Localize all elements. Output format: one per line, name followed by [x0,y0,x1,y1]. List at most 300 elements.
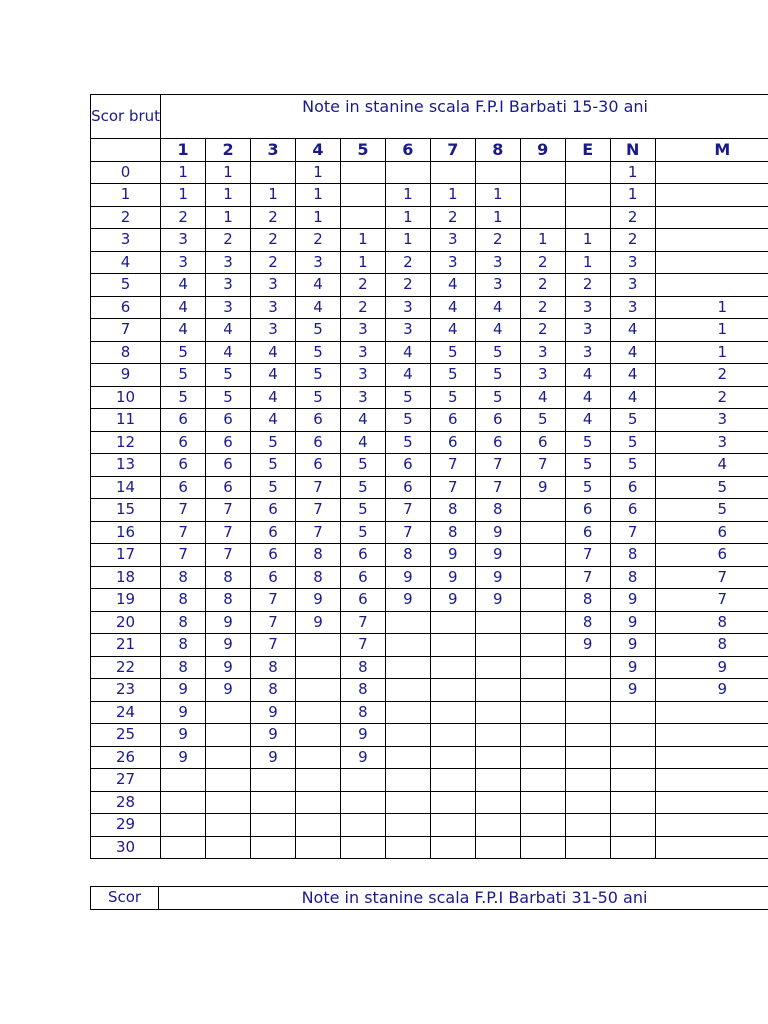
stanine-cell: 7 [655,589,768,612]
stanine-cell: 2 [251,229,296,252]
raw-score-cell: 15 [91,499,161,522]
stanine-cell: 6 [340,544,385,567]
stanine-cell: 4 [161,274,206,297]
stanine-cell: 6 [610,476,655,499]
column-header: 1 [161,139,206,162]
stanine-cell: 4 [475,319,520,342]
stanine-cell: 6 [385,476,430,499]
stanine-cell: 6 [610,499,655,522]
raw-score-cell: 8 [91,341,161,364]
raw-score-cell: 12 [91,431,161,454]
stanine-cell: 4 [295,274,340,297]
stanine-cell: 1 [251,184,296,207]
stanine-cell [385,836,430,859]
stanine-cell [385,724,430,747]
stanine-cell: 4 [340,431,385,454]
stanine-cell [520,521,565,544]
table-row [91,476,768,499]
stanine-cell: 8 [430,499,475,522]
stanine-cell: 3 [251,296,296,319]
stanine-cell: 9 [610,589,655,612]
stanine-cell: 4 [161,319,206,342]
raw-score-cell: 10 [91,386,161,409]
stanine-cell: 3 [610,274,655,297]
raw-score-cell: 27 [91,769,161,792]
stanine-cell: 5 [475,364,520,387]
stanine-cell: 1 [385,184,430,207]
stanine-cell [565,724,610,747]
column-header: 4 [295,139,340,162]
table-row [91,161,768,184]
stanine-cell: 1 [430,184,475,207]
stanine-cell: 7 [475,454,520,477]
stanine-cell: 1 [520,229,565,252]
table-row [91,724,768,747]
stanine-cell: 9 [161,679,206,702]
stanine-cell [520,634,565,657]
table-row [91,206,768,229]
stanine-cell: 6 [251,499,296,522]
stanine-cell: 5 [161,386,206,409]
stanine-cell [655,836,768,859]
table-row [91,431,768,454]
stanine-cell: 2 [610,229,655,252]
stanine-cell: 6 [251,544,296,567]
stanine-cell: 9 [161,746,206,769]
stanine-cell: 2 [295,229,340,252]
stanine-cell: 9 [610,679,655,702]
stanine-cell [565,791,610,814]
stanine-cell [206,769,251,792]
stanine-cell [520,566,565,589]
stanine-cell: 9 [475,544,520,567]
stanine-cell: 5 [430,364,475,387]
raw-score-cell: 9 [91,364,161,387]
stanine-cell: 4 [610,319,655,342]
stanine-cell [565,769,610,792]
stanine-cell: 5 [251,431,296,454]
raw-score-cell: 11 [91,409,161,432]
stanine-cell [430,746,475,769]
stanine-cell: 5 [610,431,655,454]
raw-score-cell: 1 [91,184,161,207]
stanine-cell: 1 [340,251,385,274]
stanine-cell: 5 [655,476,768,499]
stanine-cell: 8 [655,611,768,634]
stanine-cell [475,769,520,792]
raw-score-cell: 13 [91,454,161,477]
stanine-cell [161,836,206,859]
stanine-cell: 3 [520,364,565,387]
stanine-cell [430,656,475,679]
stanine-cell: 8 [385,544,430,567]
stanine-cell: 6 [475,431,520,454]
stanine-cell: 5 [385,386,430,409]
table-row [91,544,768,567]
stanine-cell: 5 [430,386,475,409]
stanine-cell: 8 [161,656,206,679]
stanine-cell: 1 [295,206,340,229]
stanine-cell [251,769,296,792]
stanine-cell: 1 [206,161,251,184]
stanine-cell: 5 [565,476,610,499]
raw-score-cell: 29 [91,814,161,837]
stanine-cell [520,679,565,702]
stanine-cell: 6 [385,454,430,477]
table-row [91,634,768,657]
stanine-cell [475,724,520,747]
stanine-cell: 9 [206,656,251,679]
stanine-cell: 2 [475,229,520,252]
stanine-cell: 5 [655,499,768,522]
stanine-cell [655,701,768,724]
table-row [91,499,768,522]
stanine-cell [251,161,296,184]
raw-score-cell: 22 [91,656,161,679]
stanine-cell [655,791,768,814]
stanine-cell [340,791,385,814]
stanine-cell: 1 [565,229,610,252]
stanine-cell: 5 [295,319,340,342]
raw-score-cell: 23 [91,679,161,702]
stanine-cell: 5 [565,431,610,454]
stanine-cell [385,679,430,702]
stanine-cell [475,161,520,184]
stanine-cell: 4 [251,386,296,409]
stanine-cell [520,814,565,837]
stanine-cell: 2 [655,386,768,409]
stanine-cell: 4 [340,409,385,432]
stanine-cell: 1 [295,184,340,207]
raw-score-cell: 19 [91,589,161,612]
table-row [91,386,768,409]
raw-score-cell: 14 [91,476,161,499]
stanine-cell: 3 [565,341,610,364]
stanine-cell [520,161,565,184]
raw-score-cell: 28 [91,791,161,814]
stanine-cell: 7 [565,566,610,589]
stanine-cell: 8 [340,701,385,724]
stanine-cell [385,746,430,769]
column-header: 3 [251,139,296,162]
stanine-cell: 3 [161,229,206,252]
stanine-cell: 8 [251,679,296,702]
stanine-cell: 8 [251,656,296,679]
stanine-cell [520,206,565,229]
stanine-cell [206,791,251,814]
stanine-cell [655,184,768,207]
stanine-cell: 6 [340,566,385,589]
table-row [91,679,768,702]
stanine-cell: 1 [565,251,610,274]
stanine-cell: 9 [206,634,251,657]
stanine-cell: 3 [385,296,430,319]
stanine-cell [610,791,655,814]
stanine-cell: 5 [520,409,565,432]
stanine-cell: 5 [475,386,520,409]
raw-score-cell: 2 [91,206,161,229]
table-row [91,229,768,252]
stanine-cell: 5 [340,454,385,477]
stanine-cell [475,611,520,634]
stanine-cell: 9 [161,701,206,724]
stanine-cell: 9 [340,746,385,769]
stanine-cell [520,611,565,634]
stanine-cell: 5 [430,341,475,364]
stanine-cell: 8 [161,566,206,589]
raw-score-cell: 5 [91,274,161,297]
stanine-cell [520,499,565,522]
stanine-cell [161,769,206,792]
stanine-cell: 8 [161,611,206,634]
stanine-cell: 7 [161,521,206,544]
stanine-cell [385,656,430,679]
stanine-cell [475,814,520,837]
stanine-cell: 4 [295,296,340,319]
stanine-cell [385,161,430,184]
stanine-cell: 8 [295,566,340,589]
stanine-cell: 6 [251,521,296,544]
stanine-cell: 1 [340,229,385,252]
table-row [91,521,768,544]
stanine-cell: 9 [610,656,655,679]
stanine-cell [610,814,655,837]
stanine-cell: 4 [565,386,610,409]
stanine-cell: 6 [475,409,520,432]
stanine-cell: 3 [475,274,520,297]
stanine-cell: 9 [610,634,655,657]
stanine-cell: 9 [251,701,296,724]
stanine-cell: 7 [251,634,296,657]
stanine-cell: 1 [655,319,768,342]
stanine-cell: 4 [655,454,768,477]
stanine-cell: 9 [475,589,520,612]
stanine-cell: 5 [161,364,206,387]
column-header: 7 [430,139,475,162]
stanine-cell: 5 [610,454,655,477]
stanine-cell: 8 [610,544,655,567]
stanine-cell: 4 [430,296,475,319]
column-header: 5 [340,139,385,162]
stanine-cell [385,701,430,724]
stanine-cell [565,184,610,207]
stanine-cell: 9 [295,611,340,634]
stanine-cell: 9 [385,566,430,589]
stanine-cell [430,724,475,747]
stanine-cell: 3 [655,431,768,454]
stanine-cell [430,611,475,634]
stanine-cell: 1 [161,161,206,184]
stanine-cell: 4 [565,409,610,432]
stanine-cell: 3 [340,319,385,342]
stanine-cell: 4 [206,341,251,364]
stanine-cell [295,746,340,769]
raw-score-cell: 18 [91,566,161,589]
stanine-cell: 5 [340,499,385,522]
stanine-cell: 3 [430,251,475,274]
stanine-cell: 4 [610,386,655,409]
stanine-cell [206,701,251,724]
stanine-cell: 9 [655,679,768,702]
stanine-cell: 2 [520,274,565,297]
stanine-cell [565,836,610,859]
stanine-cell: 6 [655,544,768,567]
stanine-cell: 3 [251,319,296,342]
stanine-cell: 8 [161,589,206,612]
stanine-cell: 7 [565,544,610,567]
stanine-cell [340,769,385,792]
score-column-header-blank [91,139,161,162]
stanine-table-31-50 [90,886,768,910]
stanine-cell: 5 [251,476,296,499]
stanine-cell: 1 [655,296,768,319]
stanine-cell [340,836,385,859]
column-header-row [91,139,768,162]
stanine-cell: 4 [475,296,520,319]
stanine-cell: 7 [295,499,340,522]
stanine-cell [295,679,340,702]
stanine-cell [520,701,565,724]
stanine-cell [610,836,655,859]
stanine-cell: 5 [340,521,385,544]
table-row [91,814,768,837]
table-row [91,364,768,387]
stanine-cell: 3 [340,386,385,409]
raw-score-cell: 16 [91,521,161,544]
stanine-cell: 6 [161,454,206,477]
raw-score-cell: 3 [91,229,161,252]
stanine-cell: 9 [206,679,251,702]
stanine-cell [295,634,340,657]
stanine-cell: 9 [340,724,385,747]
stanine-cell: 8 [565,611,610,634]
stanine-cell: 6 [251,566,296,589]
stanine-cell [430,701,475,724]
stanine-cell [430,836,475,859]
stanine-cell [565,814,610,837]
stanine-cell: 3 [161,251,206,274]
stanine-table-15-30 [90,94,768,859]
stanine-cell [565,746,610,769]
stanine-cell: 3 [430,229,475,252]
stanine-cell: 9 [520,476,565,499]
stanine-cell: 3 [251,274,296,297]
stanine-cell: 6 [206,476,251,499]
stanine-cell: 1 [655,341,768,364]
stanine-cell: 1 [385,206,430,229]
stanine-cell [475,634,520,657]
stanine-cell [340,814,385,837]
stanine-cell [340,206,385,229]
stanine-cell: 9 [206,611,251,634]
stanine-cell [520,791,565,814]
stanine-cell: 2 [430,206,475,229]
stanine-cell: 6 [206,431,251,454]
stanine-cell: 8 [340,656,385,679]
stanine-cell: 5 [206,386,251,409]
stanine-cell [475,656,520,679]
stanine-cell: 9 [251,746,296,769]
stanine-cell: 4 [161,296,206,319]
stanine-cell: 7 [251,611,296,634]
stanine-cell: 4 [565,364,610,387]
column-header: E [565,139,610,162]
raw-score-cell: 21 [91,634,161,657]
stanine-cell: 8 [340,679,385,702]
stanine-cell: 9 [655,656,768,679]
stanine-cell [565,679,610,702]
stanine-cell: 9 [430,566,475,589]
raw-score-cell: 24 [91,701,161,724]
stanine-cell: 6 [295,409,340,432]
stanine-cell: 3 [206,251,251,274]
stanine-cell [475,746,520,769]
stanine-cell: 9 [610,611,655,634]
table-row [91,746,768,769]
stanine-cell [206,724,251,747]
stanine-cell [520,769,565,792]
stanine-cell: 4 [610,341,655,364]
table-title: Note in stanine scala F.P.I Barbati 15-30 ani [161,95,768,139]
table-row [91,341,768,364]
table-row [91,656,768,679]
stanine-cell [385,814,430,837]
stanine-cell: 6 [565,521,610,544]
stanine-cell: 6 [295,454,340,477]
stanine-cell: 3 [610,296,655,319]
stanine-cell [295,724,340,747]
stanine-cell [475,679,520,702]
table-title: Note in stanine scala F.P.I Barbati 31-50 ani [159,887,768,910]
table-row [91,701,768,724]
stanine-cell [655,769,768,792]
stanine-cell: 4 [385,364,430,387]
stanine-cell: 5 [565,454,610,477]
stanine-cell: 6 [430,431,475,454]
stanine-cell: 5 [161,341,206,364]
stanine-cell [655,251,768,274]
stanine-cell: 5 [610,409,655,432]
table-title-row [91,887,768,910]
stanine-cell: 5 [295,386,340,409]
stanine-cell: 6 [206,454,251,477]
stanine-cell [295,701,340,724]
score-header: Scor [91,887,159,910]
stanine-cell [565,656,610,679]
stanine-cell [565,206,610,229]
stanine-cell [430,679,475,702]
stanine-cell [251,814,296,837]
stanine-cell [565,161,610,184]
stanine-cell: 4 [520,386,565,409]
stanine-cell: 7 [161,499,206,522]
raw-score-cell: 26 [91,746,161,769]
stanine-cell [295,769,340,792]
raw-score-cell: 6 [91,296,161,319]
stanine-cell: 3 [565,296,610,319]
stanine-cell: 8 [430,521,475,544]
stanine-cell [610,701,655,724]
stanine-cell [610,769,655,792]
stanine-cell: 8 [161,634,206,657]
stanine-cell: 2 [520,319,565,342]
table-row [91,769,768,792]
stanine-cell: 3 [475,251,520,274]
stanine-cell: 4 [610,364,655,387]
stanine-cell: 2 [251,206,296,229]
stanine-cell: 2 [385,251,430,274]
stanine-cell [295,791,340,814]
